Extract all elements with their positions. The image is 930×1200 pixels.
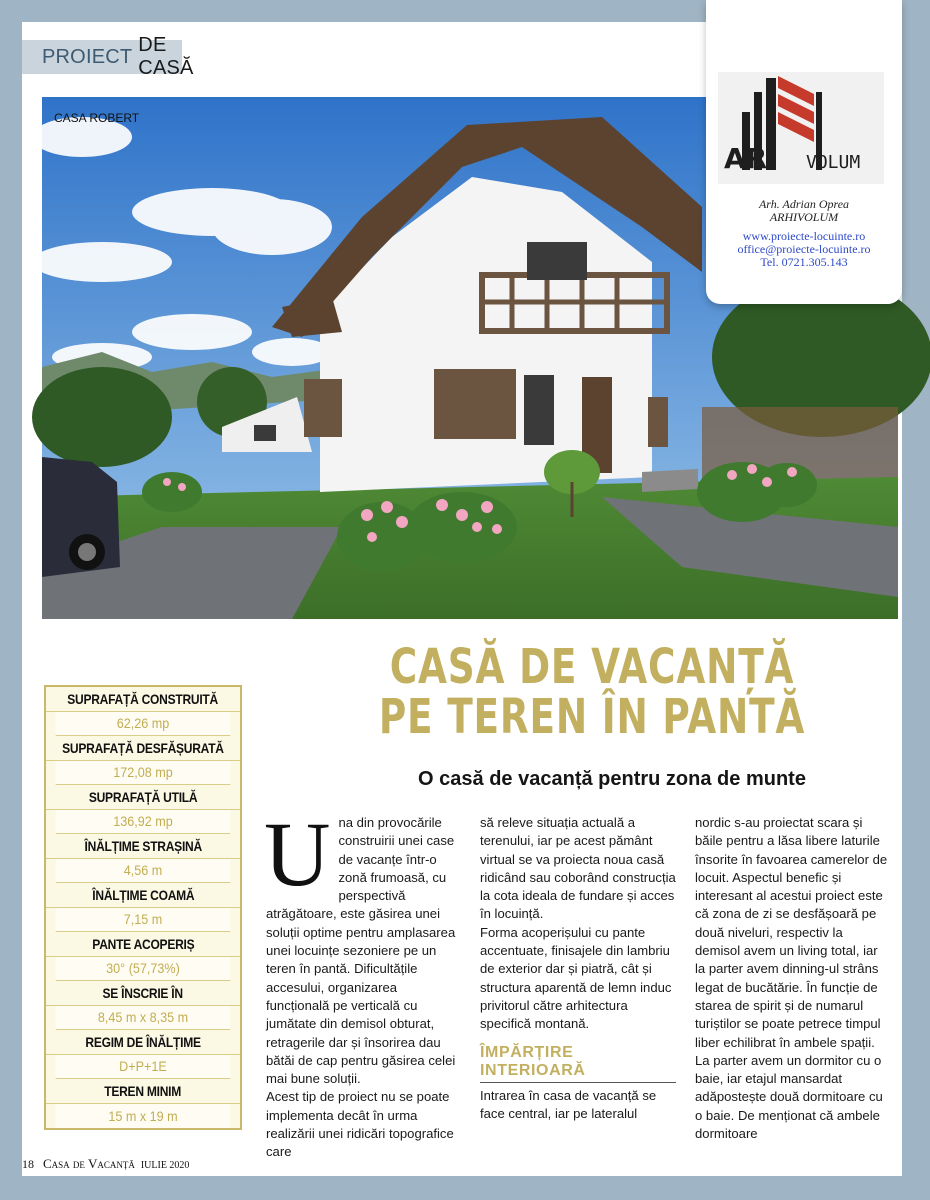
phone-number: Tel. 0721.305.143 xyxy=(760,255,848,269)
firm-name: ARHIVOLUM xyxy=(769,210,839,224)
specs-table xyxy=(44,685,242,1130)
spec-label-row: SUPRAFAȚĂ DESFĂȘURATĂ xyxy=(46,736,240,761)
article-headline xyxy=(374,639,811,745)
spec-value-row: 8,45 m x 8,35 m xyxy=(56,1006,231,1031)
svg-text:VOLUM: VOLUM xyxy=(806,152,861,173)
section-word-project: PROIECT xyxy=(42,45,133,68)
paragraph: Forma acoperișului cu pante accentuate, finisajele din lambriu de exterior dar și piatră, cât și structura aparentă de lemn induc privitorul către arhitectura specifică montană. xyxy=(480,924,672,1032)
article-column-3 xyxy=(695,814,891,1144)
spec-label-row: REGIM DE ÎNĂLȚIME xyxy=(46,1030,240,1055)
spec-label-row: TEREN MINIM xyxy=(46,1079,240,1104)
spec-label-row: SE ÎNSCRIE ÎN xyxy=(46,981,240,1006)
paragraph: Acest tip de proiect nu se poate implementa decât în urma realizării unei ridicări topografice care xyxy=(266,1089,454,1160)
spec-value-row: 172,08 mp xyxy=(56,761,231,786)
magazine-page xyxy=(22,22,902,1176)
spec-value-row: 7,15 m xyxy=(56,908,231,933)
article-column-2 xyxy=(480,814,676,1144)
email-link[interactable]: office@proiecte-locuinte.ro xyxy=(737,242,871,256)
spec-label-row: PANTE ACOPERIȘ xyxy=(46,932,240,957)
architect-name: Arh. Adrian Oprea xyxy=(758,197,850,211)
spec-label-row: ÎNĂLȚIME COAMĂ xyxy=(46,883,240,908)
spec-value-row: 4,56 m xyxy=(56,859,231,884)
headline-line-2: PE TEREN ÎN PANTĂ xyxy=(378,689,806,745)
spec-value-row: 136,92 mp xyxy=(56,810,231,835)
section-label xyxy=(22,34,194,79)
paragraph: să releve situația actuală a terenului, iar pe acest pământ virtual se va proiecta noua casă ridicând sau coborând construcția la cota ideala de fundare și acces în locuință. xyxy=(480,815,676,922)
spec-value-row: 62,26 mp xyxy=(56,712,231,737)
website-link[interactable]: www.proiecte-locuinte.ro xyxy=(742,229,866,243)
paragraph: na din provocările construirii unei case de vacanțe într-o zonă frumoasă, cu perspectivă atrăgătoare, este găsirea unei soluții optime pentru amplasarea unei locuințe sezoniere pe un teren în pantă. Dificultățile accesului, organizarea funcțională pe verticală cu jumătate din demisol obturat, retragerile dar și însorirea dau bătăi de cap pentru găsirea celei mai bune soluții. xyxy=(266,815,456,1087)
issue-date: IULIE 2020 xyxy=(140,1160,190,1171)
spec-label-row: SUPRAFAȚĂ UTILĂ xyxy=(46,785,240,810)
section-subtitle: ÎMPĂRȚIRE INTERIOARĂ xyxy=(480,1044,676,1083)
paragraph: Intrarea în casa de vacanță se face central, iar pe lateralul xyxy=(480,1087,657,1121)
spec-label-row: ÎNĂLȚIME STRAȘINĂ xyxy=(46,834,240,859)
magazine-name: Casa de Vacanță xyxy=(43,1156,135,1171)
page-number: 18 xyxy=(22,1157,34,1171)
spec-label-row: SUPRAFAȚĂ CONSTRUITĂ xyxy=(46,687,240,712)
spec-value-row: 30° (57,73%) xyxy=(56,957,231,982)
spec-value-row: 15 m x 19 m xyxy=(56,1104,231,1129)
arhivolum-logo-graphic xyxy=(718,72,884,184)
article-subheadline: O casă de vacanță pentru zona de munte xyxy=(418,768,806,790)
architect-contact xyxy=(706,198,902,269)
headline-line-1: CASĂ DE VACANȚĂ xyxy=(389,639,795,695)
paragraph: nordic s-au proiectat scara și băile pentru a lăsa libere laturile însorite în favoarea camerelor de locuit. Aspectul benefic și interesant al acestui proiect este că zona de zi se desfășoară pe două niveluri, respectiv la demisol avem un living total, iar la parter avem dinning-ul strâns legat de bucătărie. În funcție de starea de spirit și de numarul turiștilor se poate petrece timpul liber echilibrat în ambele spații. La parter avem un dormitor cu o baie, iar etajul mansardat adăpostește două dormitoare cu o baie. De menționat că ambele dormitoare xyxy=(695,815,888,1142)
drop-cap: U xyxy=(264,803,331,905)
arhivolum-logo xyxy=(718,72,884,184)
article-column-1 xyxy=(264,803,462,1160)
page-footer xyxy=(22,1156,189,1172)
photo-caption: CASA ROBERT xyxy=(54,111,140,125)
spec-value-row: D+P+1E xyxy=(56,1055,231,1080)
architect-card xyxy=(706,0,902,304)
logo-text: AR xyxy=(724,142,768,175)
section-word-house: DE CASĂ xyxy=(138,34,194,79)
